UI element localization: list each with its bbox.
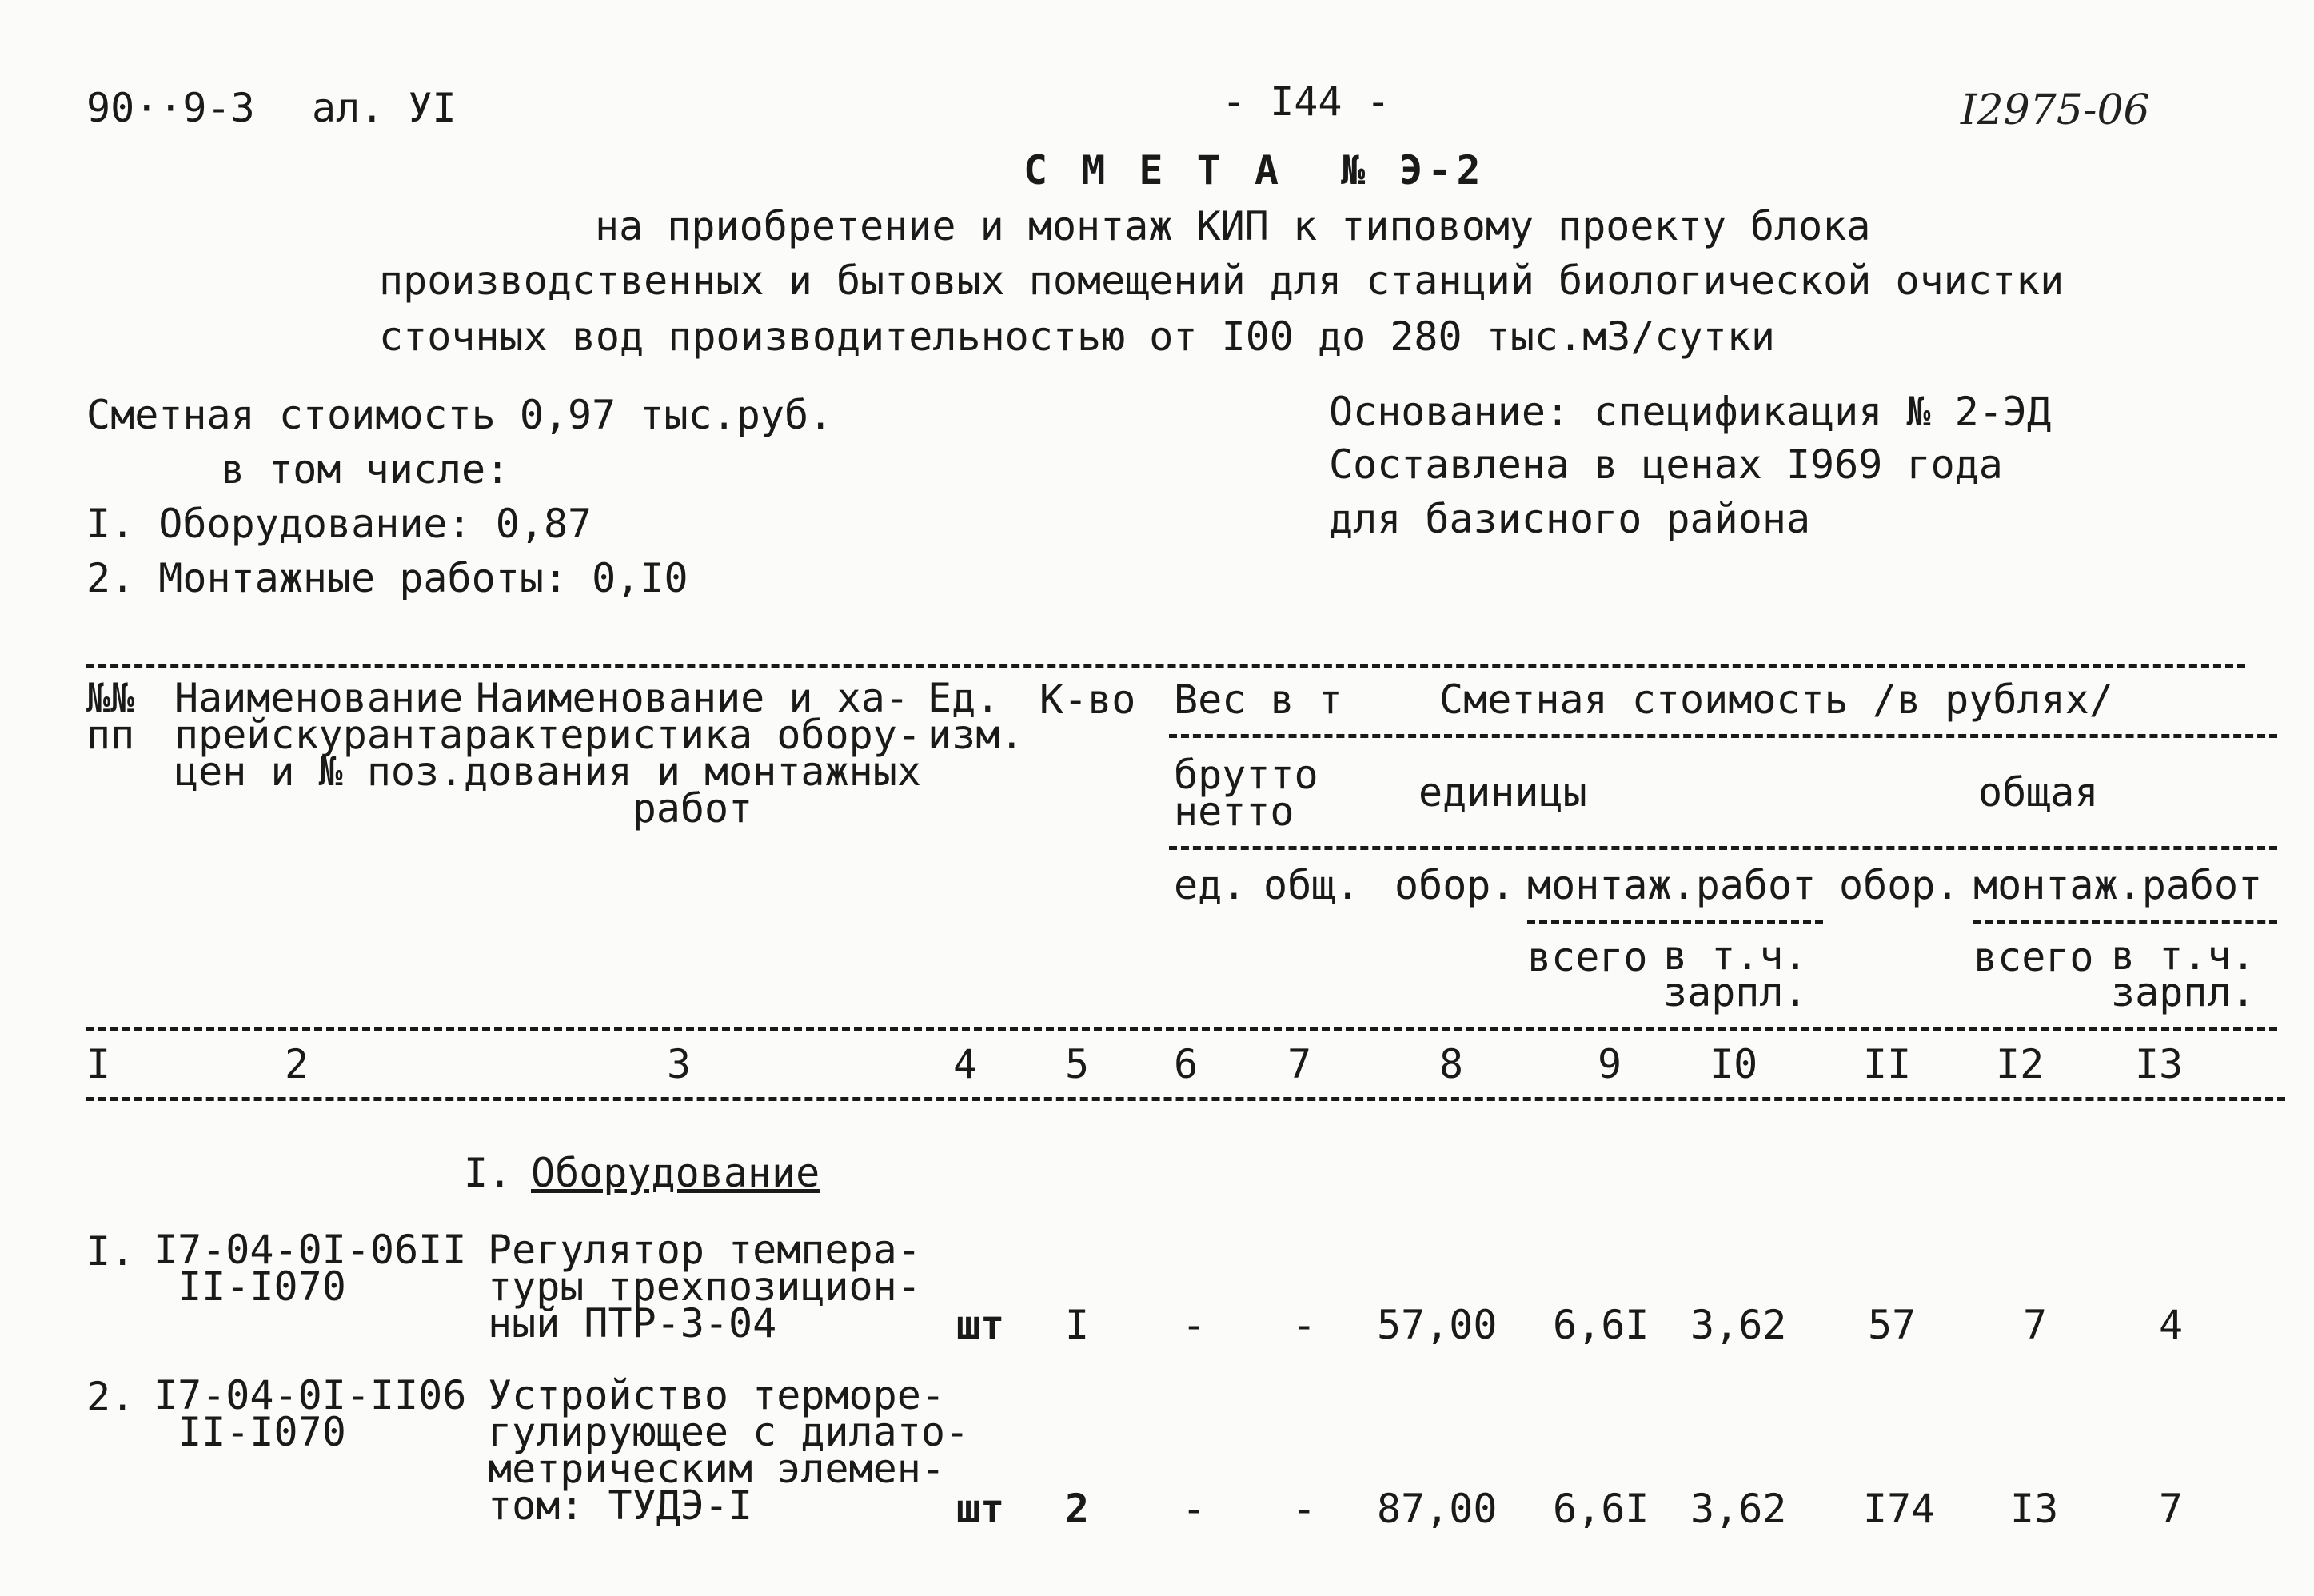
header-mount-total: монтаж.работ bbox=[1973, 862, 2263, 908]
row-1-mount-unit: 6,6I bbox=[1553, 1302, 1650, 1348]
row-2-number: 2. bbox=[86, 1374, 135, 1420]
header-brutto-netto: брутто нетто bbox=[1174, 752, 1319, 835]
row-1-weight-unit: - bbox=[1182, 1302, 1207, 1348]
header-total-group: общая bbox=[1978, 769, 2099, 816]
column-number: I2 bbox=[1996, 1041, 2045, 1087]
column-number: 8 bbox=[1439, 1041, 1464, 1087]
row-1-wage-unit: 3,62 bbox=[1690, 1302, 1787, 1348]
estimated-cost: Сметная стоимость 0,97 тыс.руб. bbox=[86, 392, 833, 438]
row-2-unit: шт bbox=[956, 1486, 1005, 1532]
row-2-quantity: 2 bbox=[1065, 1486, 1090, 1532]
column-number: II bbox=[1863, 1041, 1912, 1087]
row-2-weight-total: - bbox=[1292, 1486, 1317, 1532]
col-header-quantity: К-во bbox=[1039, 676, 1136, 723]
row-2-name: Устройство терморе- гулирующее с дилато- метрическим элемен- том: ТУДЭ-I bbox=[488, 1372, 970, 1529]
table-top-rule bbox=[86, 664, 2245, 668]
row-2-pricelist: I7-04-0I-II06 II-I070 bbox=[154, 1372, 467, 1455]
header-bottom-rule bbox=[86, 1027, 2277, 1031]
row-1-wage-total: 4 bbox=[2159, 1302, 2184, 1348]
basis-line-3: для базисного района bbox=[1329, 496, 1811, 542]
col-header-cost: Сметная стоимость /в рублях/ bbox=[1439, 676, 2113, 723]
row-2-mount-unit: 6,6I bbox=[1553, 1486, 1650, 1532]
header-equip-unit: обор. bbox=[1394, 862, 1515, 908]
row-1-weight-total: - bbox=[1292, 1302, 1317, 1348]
col-header-weight: Вес в т bbox=[1174, 676, 1343, 723]
basis-line-2: Составлена в ценах I969 года bbox=[1329, 441, 2003, 488]
column-number: I bbox=[86, 1041, 111, 1087]
basis-line-1: Основание: спецификация № 2-ЭД bbox=[1329, 389, 2052, 435]
page-number: - I44 - bbox=[1222, 78, 1390, 125]
section-title: Оборудование bbox=[531, 1150, 820, 1196]
row-1-number: I. bbox=[86, 1228, 135, 1275]
col-header-unit: Ед. изм. bbox=[928, 675, 1024, 758]
column-number: 9 bbox=[1598, 1041, 1622, 1087]
row-1-name: Регулятор темпера- туры трехпозицион- ный ПТР-3-04 bbox=[488, 1227, 921, 1347]
document-heading: С М Е Т А № Э-2 bbox=[1023, 147, 1486, 194]
column-number: 2 bbox=[285, 1041, 309, 1087]
row-1-equip-unit: 57,00 bbox=[1377, 1302, 1498, 1348]
column-number: 7 bbox=[1287, 1041, 1312, 1087]
row-1-unit: шт bbox=[956, 1302, 1005, 1348]
column-number: I0 bbox=[1710, 1041, 1758, 1087]
header-unit-group: единицы bbox=[1418, 769, 1587, 816]
row-2-equip-total: I74 bbox=[1863, 1486, 1936, 1532]
header-mount-unit: монтаж.работ bbox=[1527, 862, 1817, 908]
row-1-pricelist: I7-04-0I-06II II-I070 bbox=[154, 1227, 467, 1310]
including-label: в том числе: bbox=[221, 446, 510, 493]
header-weight-total: общ. bbox=[1263, 862, 1360, 908]
col-header-pricelist: Наименование прейскуранта цен и № поз. bbox=[174, 675, 464, 795]
row-1-mount-total: 7 bbox=[2023, 1302, 2048, 1348]
header-wage-total: в т.ч. зарпл. bbox=[2111, 932, 2256, 1015]
col-header-name: Наименование и ха- рактеристика обору- дования и монтажных работ bbox=[464, 675, 921, 832]
title-line-2: производственных и бытовых помещений для станций биологической очистки bbox=[379, 257, 2065, 304]
mount-unit-rule bbox=[1527, 920, 1823, 924]
column-numbers-rule bbox=[86, 1097, 2285, 1101]
subheader-rule bbox=[1169, 846, 2277, 850]
row-1-equip-total: 57 bbox=[1868, 1302, 1917, 1348]
row-2-weight-unit: - bbox=[1182, 1486, 1207, 1532]
inventory-number: I2975-06 bbox=[1961, 86, 2150, 134]
header-all-total: всего bbox=[1973, 934, 2094, 980]
header-weight-unit: ед. bbox=[1174, 862, 1247, 908]
row-1-quantity: I bbox=[1065, 1302, 1090, 1348]
column-number: 4 bbox=[953, 1041, 978, 1087]
header-wage-unit: в т.ч. зарпл. bbox=[1663, 932, 1808, 1015]
col-header-number: №№ пп bbox=[86, 675, 135, 758]
row-2-mount-total: I3 bbox=[2010, 1486, 2059, 1532]
album-number: ал. УI bbox=[312, 85, 457, 131]
row-2-wage-unit: 3,62 bbox=[1690, 1486, 1787, 1532]
section-number: I. bbox=[464, 1150, 513, 1196]
header-equip-total: обор. bbox=[1839, 862, 1960, 908]
doc-code: 90··9-3 bbox=[86, 85, 255, 131]
column-number: 3 bbox=[667, 1041, 692, 1087]
installation-cost: 2. Монтажные работы: 0,I0 bbox=[86, 555, 688, 601]
row-2-equip-unit: 87,00 bbox=[1377, 1486, 1498, 1532]
mount-total-rule bbox=[1973, 920, 2277, 924]
column-number: 5 bbox=[1065, 1041, 1090, 1087]
header-all-unit: всего bbox=[1527, 934, 1648, 980]
title-line-3: сточных вод производительностью от I00 до 280 тыс.м3/сутки bbox=[379, 313, 1775, 360]
cost-header-rule bbox=[1169, 734, 2277, 738]
column-number: I3 bbox=[2135, 1041, 2184, 1087]
equipment-cost: I. Оборудование: 0,87 bbox=[86, 501, 592, 547]
title-line-1: на приобретение и монтаж КИП к типовому проекту блока bbox=[595, 203, 1871, 249]
row-2-wage-total: 7 bbox=[2159, 1486, 2184, 1532]
column-number: 6 bbox=[1174, 1041, 1199, 1087]
